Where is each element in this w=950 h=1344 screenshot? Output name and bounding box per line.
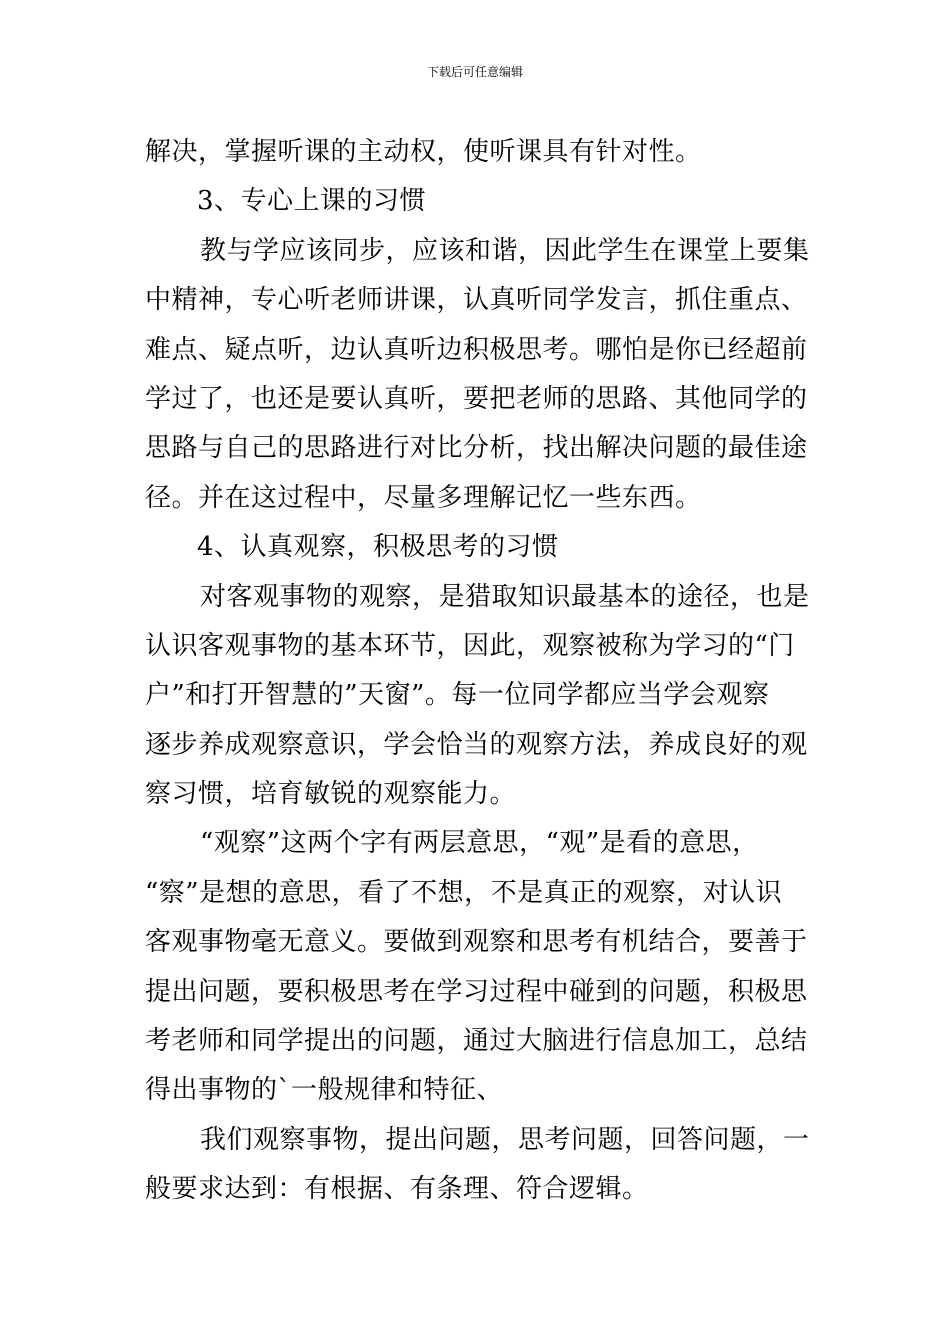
text-line: 教与学应该同步，应该和谐，因此学生在课堂上要集 xyxy=(200,235,810,266)
text-line: 户”和打开智慧的”天窗”。每一位同学都应当学会观察 xyxy=(145,680,770,711)
text-line: 般要求达到：有根据、有条理、符合逻辑。 xyxy=(145,1174,649,1205)
text-line: 得出事物的`一般规律和特征、 xyxy=(145,1075,504,1106)
text-line: 提出问题，要积极思考在学习过程中碰到的问题，积极思 xyxy=(145,976,808,1007)
text-line: 逐步养成观察意识，学会恰当的观察方法，养成良好的观 xyxy=(145,729,808,760)
section-heading: 3、专心上课的习惯 xyxy=(197,186,427,217)
text-line: 考老师和同学提出的问题，通过大脑进行信息加工，总结 xyxy=(145,1026,808,1057)
text-line: 解决，掌握听课的主动权，使听课具有针对性。 xyxy=(145,137,702,167)
section-heading: 4、认真观察，积极思考的习惯 xyxy=(197,532,559,563)
page-header: 下载后可任意编辑 xyxy=(426,65,523,79)
document-body xyxy=(145,128,809,1215)
text-line: 我们观察事物，提出问题，思考问题，回答问题，一 xyxy=(200,1124,810,1155)
text-line: 思路与自己的思路进行对比分析，找出解决问题的最佳途 xyxy=(145,433,808,464)
text-line: “察”是想的意思，看了不想，不是真正的观察，对认识 xyxy=(145,877,783,908)
text-line: 认识客观事物的基本环节，因此，观察被称为学习的“门 xyxy=(145,630,795,661)
text-line: 中精神，专心听老师讲课，认真听同学发言，抓住重点、 xyxy=(145,285,808,316)
text-line: 学过了，也还是要认真听，要把老师的思路、其他同学的 xyxy=(145,383,808,414)
text-line: 难点、疑点听，边认真听边积极思考。哪怕是你已经超前 xyxy=(145,334,808,365)
text-line: 径。并在这过程中，尽量多理解记忆一些东西。 xyxy=(145,482,702,513)
text-line: 客观事物毫无意义。要做到观察和思考有机结合，要善于 xyxy=(145,927,808,958)
text-line: “观察”这两个字有两层意思，“观”是看的意思， xyxy=(200,828,759,859)
text-line: 察习惯，培育敏锐的观察能力。 xyxy=(145,779,517,810)
text-line: 对客观事物的观察，是猎取知识最基本的途径，也是 xyxy=(200,581,810,612)
